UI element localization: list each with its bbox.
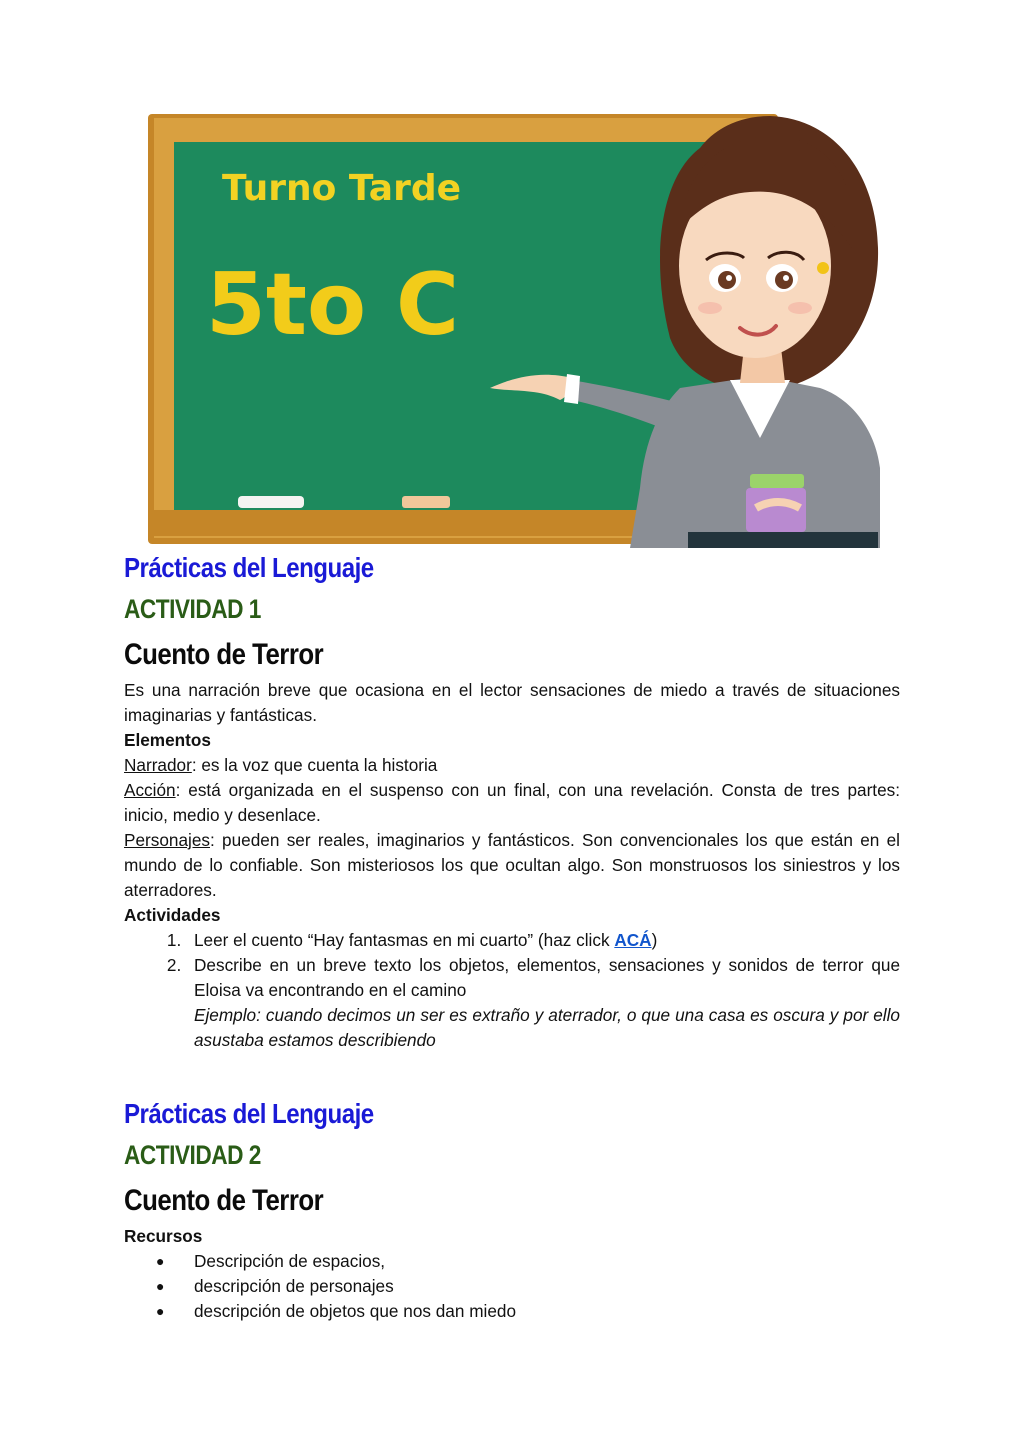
list-item: [186, 928, 900, 953]
subject-heading: Prácticas del Lenguaje: [124, 552, 374, 583]
act2-text: Describe en un breve texto los objetos, elementos, sensaciones y sonidos de terror que Eloisa va encontrando en el camino: [194, 955, 900, 1000]
element-personajes: [124, 828, 900, 903]
element-accion: [124, 778, 900, 828]
eraser: [402, 496, 450, 508]
intro-paragraph: Es una narración breve que ocasiona en el lector sensaciones de miedo a través de situaciones imaginarias y fantásticas.: [124, 680, 900, 725]
personajes-text: : pueden ser reales, imaginarios y fantásticos. Son convencionales los que están en el mundo de lo confiable. Son misteriosos los que ocultan algo. Son monstruosos los siniestros y los aterradores.: [124, 830, 900, 900]
section-actividad-1: [124, 550, 900, 1053]
act2-example: Ejemplo: cuando decimos un ser es extraño y aterrador, o que una casa es oscura y por ello asustaba estamos describiendo: [194, 1005, 900, 1050]
list-item: [186, 953, 900, 1053]
act1-text: Leer el cuento “Hay fantasmas en mi cuarto” (haz click: [194, 930, 615, 950]
act1-close: ): [651, 930, 658, 950]
list-item: ● descripción de personajes: [186, 1274, 900, 1299]
topic-heading: Cuento de Terror: [124, 1184, 324, 1217]
list-item: ● Descripción de espacios,: [186, 1249, 900, 1274]
activity-heading: ACTIVIDAD 2: [124, 1140, 261, 1170]
resources-list: [124, 1249, 900, 1324]
activities-list: [124, 928, 900, 1053]
story-link[interactable]: ACÁ: [614, 930, 652, 950]
activity-heading: ACTIVIDAD 1: [124, 594, 261, 624]
accion-term: Acción: [124, 780, 176, 800]
teacher-chalkboard-icon: [140, 108, 900, 548]
chalk-piece: [238, 496, 304, 508]
subject-heading: Prácticas del Lenguaje: [124, 1098, 374, 1129]
narrador-text: : es la voz que cuenta la historia: [191, 755, 438, 775]
resources-label: Recursos: [124, 1226, 203, 1246]
elements-label: Elementos: [124, 730, 211, 750]
board-title: Turno Tarde: [222, 168, 462, 209]
books-icon: [746, 474, 806, 532]
element-narrador: [124, 753, 900, 778]
narrador-term: Narrador: [124, 755, 192, 775]
activities-label: Actividades: [124, 905, 221, 925]
personajes-term: Personajes: [124, 830, 210, 850]
section-actividad-2: [124, 1096, 900, 1324]
topic-heading: Cuento de Terror: [124, 638, 324, 671]
hero-illustration: [140, 108, 900, 548]
board-class: 5to C: [206, 255, 460, 355]
accion-text: : está organizada en el suspenso con un final, con una revelación. Consta de tres partes: inicio, medio y desenlace.: [124, 780, 900, 825]
list-item: ● descripción de objetos que nos dan miedo: [186, 1299, 900, 1324]
